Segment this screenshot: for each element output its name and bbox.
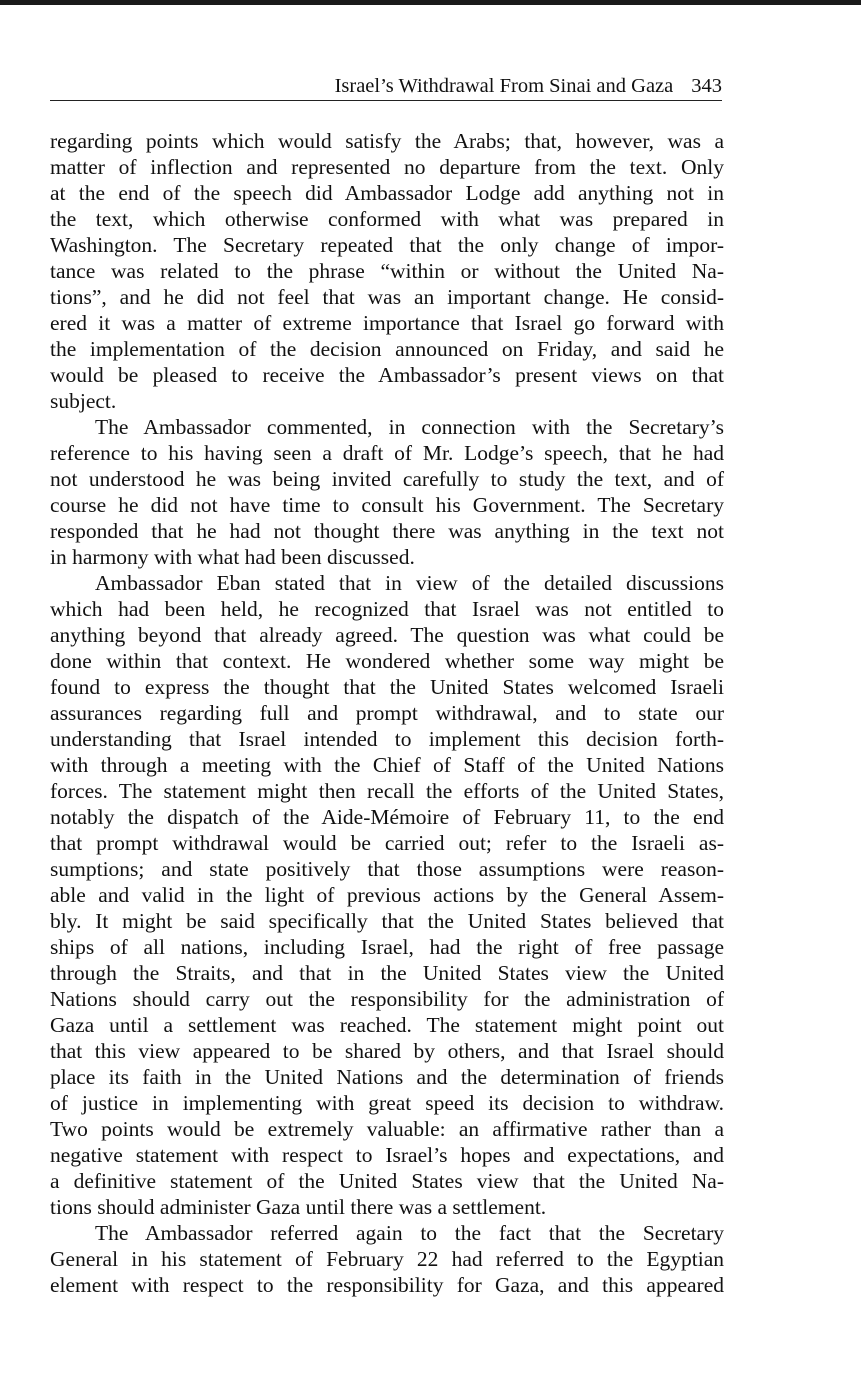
paragraph-first-line: Ambassador Eban stated that in view of the detailed discussions: [95, 571, 724, 595]
text-line: Gaza until a settlement was reached. The statement might point out: [50, 1013, 724, 1037]
text-line: understanding that Israel intended to implement this decision forth-: [50, 727, 724, 751]
text-line: done within that context. He wondered whether some way might be: [50, 649, 724, 673]
text-line: tance was related to the phrase “within or without the United Na-: [50, 259, 724, 283]
body-text: [50, 128, 724, 1298]
page-number: 343: [691, 75, 722, 97]
text-line: Washington. The Secretary repeated that the only change of impor-: [50, 233, 724, 257]
text-line: sumptions; and state positively that those assumptions were reason-: [50, 857, 724, 881]
text-line: matter of inflection and represented no departure from the text. Only: [50, 155, 724, 179]
text-line: course he did not have time to consult his Government. The Secretary: [50, 493, 724, 517]
text-line: bly. It might be said specifically that the United States believed that: [50, 909, 724, 933]
text-line: regarding points which would satisfy the Arabs; that, however, was a: [50, 129, 724, 153]
text-line: which had been held, he recognized that Israel was not entitled to: [50, 597, 724, 621]
text-line: ships of all nations, including Israel, had the right of free passage: [50, 935, 724, 959]
text-line: Nations should carry out the responsibility for the administration of: [50, 987, 724, 1011]
text-line: that this view appeared to be shared by others, and that Israel should: [50, 1039, 724, 1063]
text-line: a definitive statement of the United States view that the United Na-: [50, 1169, 724, 1193]
text-line: the text, which otherwise conformed with what was prepared in: [50, 207, 724, 231]
text-line: notably the dispatch of the Aide-Mémoire of February 11, to the end: [50, 805, 724, 829]
running-title: Israel’s Withdrawal From Sinai and Gaza: [334, 75, 674, 97]
text-line: in harmony with what had been discussed.: [50, 545, 415, 569]
text-line: General in his statement of February 22 had referred to the Egyptian: [50, 1247, 724, 1271]
text-line: Two points would be extremely valuable: an affirmative rather than a: [50, 1117, 724, 1141]
text-line: able and valid in the light of previous actions by the General Assem-: [50, 883, 724, 907]
text-line: subject.: [50, 389, 117, 413]
text-line: found to express the thought that the United States welcomed Israeli: [50, 675, 724, 699]
text-line: of justice in implementing with great speed its decision to withdraw.: [50, 1091, 724, 1115]
text-line: with through a meeting with the Chief of Staff of the United Nations: [50, 753, 724, 777]
text-line: reference to his having seen a draft of Mr. Lodge’s speech, that he had: [50, 441, 724, 465]
paragraph-first-line: The Ambassador referred again to the fact that the Secretary: [95, 1221, 724, 1245]
text-line: not understood he was being invited carefully to study the text, and of: [50, 467, 724, 491]
page-top-edge: [0, 0, 861, 5]
paragraph-first-line: The Ambassador commented, in connection with the Secretary’s: [95, 415, 724, 439]
text-line: element with respect to the responsibility for Gaza, and this appeared: [50, 1273, 724, 1297]
text-line: that prompt withdrawal would be carried out; refer to the Israeli as-: [50, 831, 724, 855]
running-header: [50, 72, 722, 101]
text-line: ered it was a matter of extreme importance that Israel go forward with: [50, 311, 724, 335]
text-line: the implementation of the decision announced on Friday, and said he: [50, 337, 724, 361]
text-line: forces. The statement might then recall the efforts of the United States,: [50, 779, 724, 803]
text-line: would be pleased to receive the Ambassador’s present views on that: [50, 363, 724, 387]
text-line: through the Straits, and that in the United States view the United: [50, 961, 724, 985]
text-line: at the end of the speech did Ambassador Lodge add anything not in: [50, 181, 724, 205]
text-line: anything beyond that already agreed. The question was what could be: [50, 623, 724, 647]
text-line: negative statement with respect to Israel’s hopes and expectations, and: [50, 1143, 724, 1167]
text-line: responded that he had not thought there was anything in the text not: [50, 519, 724, 543]
text-line: tions”, and he did not feel that was an important change. He consid-: [50, 285, 724, 309]
text-line: place its faith in the United Nations and the determination of friends: [50, 1065, 724, 1089]
text-line: tions should administer Gaza until there was a settlement.: [50, 1195, 547, 1219]
text-line: assurances regarding full and prompt withdrawal, and to state our: [50, 701, 724, 725]
